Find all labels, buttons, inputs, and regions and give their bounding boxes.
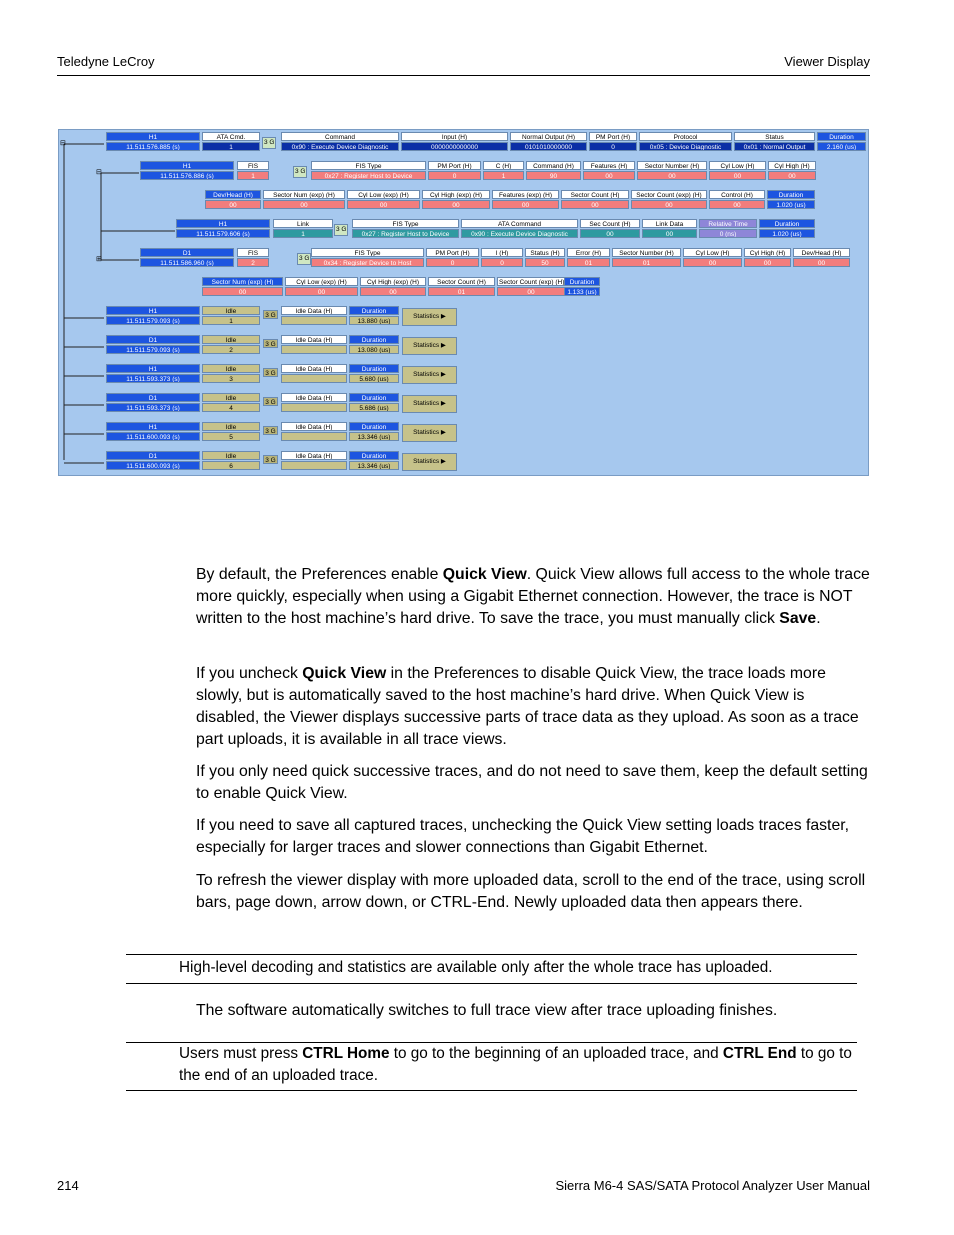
trace-cell-value[interactable]: 0x27 : Register Host to Device <box>352 229 459 238</box>
idle-number[interactable]: 4 <box>202 403 260 412</box>
statistics-button[interactable]: Statistics ▶ <box>402 395 457 413</box>
running-header-right: Viewer Display <box>784 54 870 69</box>
paragraph-3: If you only need quick successive traces, and do not need to save them, keep the default setting to enable Quick View. <box>196 763 868 802</box>
collapse-icon[interactable]: ⊟ <box>96 169 102 176</box>
duration-value[interactable]: 13.080 (us) <box>349 345 399 354</box>
ctrl-end-term: CTRL End <box>722 1045 797 1062</box>
trace-cell-value[interactable]: 0x01 : Normal Output <box>734 142 815 151</box>
trace-cell-label: H1 <box>106 132 200 141</box>
trace-cell-value[interactable]: 1 <box>483 171 524 180</box>
speed-badge: 3 G <box>263 397 278 406</box>
trace-cell-value[interactable]: 0x34 : Register Device to Host <box>311 258 424 267</box>
trace-cell-label: FIS Type <box>311 248 424 257</box>
trace-cell-label: Cyl Low (H) <box>683 248 742 257</box>
trace-cell-label: Sector Num (exp) (H) <box>202 277 283 286</box>
trace-cell-label: Sector Num (exp) (H) <box>263 190 345 199</box>
trace-view-screenshot <box>58 129 869 476</box>
idle-port-label: D1 <box>106 393 200 402</box>
trace-cell-label: Features (H) <box>583 161 635 170</box>
trace-cell-label: Dev/Head (H) <box>793 248 850 257</box>
quick-view-term: Quick View <box>302 665 387 682</box>
trace-cell-value[interactable]: 00 <box>709 171 766 180</box>
idle-port-label: D1 <box>106 335 200 344</box>
trace-cell-label: Duration <box>767 190 815 199</box>
trace-cell-value[interactable]: 00 <box>285 287 358 296</box>
statistics-button[interactable]: Statistics ▶ <box>402 366 457 384</box>
idle-timestamp[interactable]: 11.511.593.373 (s) <box>106 374 200 383</box>
idle-data-label: Idle Data (H) <box>281 393 347 402</box>
trace-cell-label: Cyl High (H) <box>768 161 816 170</box>
trace-cell-label: Duration <box>759 219 815 228</box>
statistics-button[interactable]: Statistics ▶ <box>402 337 457 355</box>
idle-number[interactable]: 5 <box>202 432 260 441</box>
speed-badge: 3 G <box>262 137 276 149</box>
paragraph-2: If you uncheck Quick View in the Preferences to disable Quick View, the trace loads more slowly, but is automatically saved to the host machine’s hard drive. When Quick View is disabled, the Viewer displays successive parts of trace data as they upload. As soon as a trace part uploads, it is available in all trace views. <box>196 665 859 748</box>
quick-view-term: Quick View <box>442 566 527 583</box>
speed-badge: 3 G <box>263 455 278 464</box>
speed-badge: 3 G <box>263 368 278 377</box>
speed-badge: 3 G <box>334 224 348 236</box>
idle-data-label: Idle Data (H) <box>281 422 347 431</box>
trace-cell-label: I (H) <box>481 248 523 257</box>
trace-cell-label: PM Port (H) <box>426 248 479 257</box>
trace-cell-value[interactable]: 00 <box>642 229 697 238</box>
duration-label: Duration <box>349 393 399 402</box>
idle-data-label: Idle Data (H) <box>281 364 347 373</box>
trace-cell-label: Cyl Low (exp) (H) <box>285 277 358 286</box>
statistics-button[interactable]: Statistics ▶ <box>402 308 457 326</box>
trace-cell-value[interactable]: 0 <box>426 258 479 267</box>
trace-cell-label: Relative Time <box>699 219 757 228</box>
paragraph-4: If you need to save all captured traces, unchecking the Quick View setting loads traces faster, especially for larger traces and slower connections than Gigabit Ethernet. <box>196 817 850 856</box>
trace-cell-value[interactable]: 0 <box>481 258 523 267</box>
trace-cell-label: H1 <box>176 219 270 228</box>
trace-cell-value[interactable]: 11.511.586.960 (s) <box>140 258 234 267</box>
speed-badge: 3 G <box>263 339 278 348</box>
trace-cell-label: FIS Type <box>352 219 459 228</box>
trace-cell-value[interactable]: 00 <box>709 200 765 209</box>
trace-cell-label: PM Port (H) <box>428 161 481 170</box>
statistics-button[interactable]: Statistics ▶ <box>402 424 457 442</box>
trace-cell-value[interactable]: 11.511.576.885 (s) <box>106 142 200 151</box>
idle-label: Idle <box>202 451 260 460</box>
trace-cell-value[interactable]: 00 <box>492 200 559 209</box>
idle-data-label: Idle Data (H) <box>281 335 347 344</box>
trace-cell-label: Error (H) <box>567 248 610 257</box>
trace-cell-label: Sector Count (exp) (H) <box>499 279 565 286</box>
trace-cell-value[interactable]: 00 <box>202 287 283 296</box>
idle-label: Idle <box>202 393 260 402</box>
trace-cell-value[interactable]: 2 <box>237 258 269 267</box>
trace-cell-value[interactable]: 0 <box>428 171 481 180</box>
trace-cell-value[interactable]: 00 <box>360 287 426 296</box>
trace-cell-value[interactable]: 0 <box>589 142 637 151</box>
trace-cell-value[interactable]: 01 <box>428 287 495 296</box>
trace-cell-value[interactable]: 1 <box>237 171 269 180</box>
trace-cell-label: Cyl High (H) <box>744 248 791 257</box>
trace-cell-label: D1 <box>140 248 234 257</box>
idle-data-label: Idle Data (H) <box>281 451 347 460</box>
duration-label: Duration <box>349 451 399 460</box>
trace-cell-value[interactable]: 90 <box>526 171 581 180</box>
duration-value[interactable]: 13.346 (us) <box>349 432 399 441</box>
trace-cell-label: Sector Number (H) <box>637 161 707 170</box>
duration-label: Duration <box>349 422 399 431</box>
trace-cell-label: PM Port (H) <box>589 132 637 141</box>
trace-cell-value[interactable]: 00 <box>561 200 629 209</box>
trace-cell-value[interactable]: 00 <box>631 200 707 209</box>
trace-cell-label: C (H) <box>483 161 524 170</box>
trace-cell-label: Cyl High (exp) (H) <box>422 190 490 199</box>
tree-connectors <box>59 130 869 476</box>
trace-cell-value[interactable]: 00 <box>347 200 420 209</box>
duration-label: Duration <box>349 306 399 315</box>
trace-cell-value[interactable]: 2.160 (us) <box>817 142 866 151</box>
idle-timestamp[interactable]: 11.511.600.093 (s) <box>106 432 200 441</box>
ctrl-home-term: CTRL Home <box>302 1045 390 1062</box>
trace-cell-label: Command <box>281 132 399 141</box>
trace-cell-label: FIS Type <box>311 161 426 170</box>
trace-cell-label: Cyl Low (exp) (H) <box>347 190 420 199</box>
trace-cell-value[interactable]: 1 <box>202 142 260 151</box>
duration-value[interactable]: 13.880 (us) <box>349 316 399 325</box>
trace-cell-label: Control (H) <box>709 190 765 199</box>
idle-number[interactable]: 6 <box>202 461 260 470</box>
collapse-icon[interactable]: ⊟ <box>60 140 66 147</box>
trace-cell-label: Status <box>734 132 815 141</box>
trace-cell-value[interactable]: 00 <box>422 200 490 209</box>
trace-cell-value[interactable]: 1.020 (us) <box>767 200 815 209</box>
trace-cell-label: Duration <box>817 132 866 141</box>
expand-icon[interactable]: ⊞ <box>96 256 102 263</box>
duration-value[interactable]: 5.680 (us) <box>349 374 399 383</box>
trace-cell-label: ATA Cmd. <box>202 132 260 141</box>
trace-cell-label: Duration <box>564 277 600 286</box>
duration-value[interactable]: 13.346 (us) <box>349 461 399 470</box>
paragraph-6: The software automatically switches to full trace view after trace uploading finishes. <box>196 1002 778 1019</box>
trace-cell-label: Cyl High (exp) (H) <box>360 277 426 286</box>
idle-timestamp[interactable]: 11.511.593.373 (s) <box>106 403 200 412</box>
note-2: Users must press CTRL Home to go to the beginning of an uploaded trace, and CTRL End to go to the end of an uploaded trace. <box>179 1045 852 1084</box>
trace-cell-value[interactable]: 11.511.579.606 (s) <box>176 229 270 238</box>
speed-badge: 3 G <box>263 310 278 319</box>
trace-cell-label: Command (H) <box>526 161 581 170</box>
trace-cell-value[interactable]: 00 <box>205 200 261 209</box>
note-rule-bottom <box>126 983 857 984</box>
idle-label: Idle <box>202 335 260 344</box>
trace-cell-value[interactable]: 1 <box>273 229 333 238</box>
trace-cell-label: Sector Number (H) <box>612 248 681 257</box>
trace-cell-value[interactable]: 0x05 : Device Diagnostic <box>639 142 732 151</box>
trace-cell-label: Link <box>273 219 333 228</box>
trace-cell-value[interactable]: 00 <box>580 229 640 238</box>
idle-port-label: D1 <box>106 451 200 460</box>
paragraph-5: To refresh the viewer display with more uploaded data, scroll to the end of the trace, using scroll bars, page down, arrow down, or CTRL-End. Newly uploaded data then appears there. <box>196 872 866 911</box>
note-rule-bottom <box>126 1090 857 1091</box>
speed-badge: 3 G <box>293 166 307 178</box>
trace-cell-label: Dev/Head (H) <box>205 190 261 199</box>
trace-cell-label: Sec Count (H) <box>580 219 640 228</box>
trace-cell-value[interactable]: 0x90 : Execute Device Diagnostic <box>461 229 578 238</box>
idle-number[interactable]: 1 <box>202 316 260 325</box>
duration-label: Duration <box>349 335 399 344</box>
idle-label: Idle <box>202 364 260 373</box>
trace-cell-label: ATA Command <box>461 219 578 228</box>
speed-badge: 3 G <box>263 426 278 435</box>
note-rule-top <box>126 954 857 955</box>
duration-label: Duration <box>349 364 399 373</box>
trace-cell-value[interactable]: 1.020 (us) <box>759 229 815 238</box>
trace-cell-value[interactable]: 0000000000000 <box>401 142 508 151</box>
idle-timestamp[interactable]: 11.511.579.093 (s) <box>106 345 200 354</box>
trace-cell-label: H1 <box>140 161 234 170</box>
trace-cell-value[interactable]: 0101010000000 <box>510 142 587 151</box>
trace-cell-value[interactable]: 0x27 : Register Host to Device <box>311 171 426 180</box>
idle-number[interactable]: 2 <box>202 345 260 354</box>
idle-label: Idle <box>202 306 260 315</box>
idle-data-label: Idle Data (H) <box>281 306 347 315</box>
trace-cell-value[interactable]: 00 <box>583 171 635 180</box>
trace-cell-label: FIS <box>237 248 269 257</box>
trace-cell-value[interactable]: 01 <box>612 258 681 267</box>
duration-value[interactable]: 5.686 (us) <box>349 403 399 412</box>
statistics-button[interactable]: Statistics ▶ <box>402 453 457 471</box>
trace-cell-label: FIS <box>237 161 269 170</box>
idle-timestamp[interactable]: 11.511.579.093 (s) <box>106 316 200 325</box>
trace-cell-label: Sector Count (H) <box>428 277 495 286</box>
idle-timestamp[interactable]: 11.511.600.093 (s) <box>106 461 200 470</box>
trace-cell-label: Link Data <box>642 219 697 228</box>
running-header-left: Teledyne LeCroy <box>57 54 155 69</box>
idle-port-label: H1 <box>106 306 200 315</box>
save-term: Save <box>779 610 817 627</box>
manual-title: Sierra M6-4 SAS/SATA Protocol Analyzer User Manual <box>555 1178 870 1193</box>
speed-badge: 3 G <box>297 253 311 265</box>
header-rule <box>57 75 870 76</box>
trace-cell-label: Status (H) <box>525 248 565 257</box>
trace-cell-value[interactable]: 01 <box>567 258 610 267</box>
trace-cell-value[interactable]: 00 <box>637 171 707 180</box>
trace-cell-value[interactable]: 00 <box>683 258 742 267</box>
trace-cell-label: Protocol <box>639 132 732 141</box>
page-number: 214 <box>57 1178 79 1193</box>
idle-port-label: H1 <box>106 422 200 431</box>
trace-cell-value[interactable]: 00 <box>768 171 816 180</box>
trace-cell-label: Input (H) <box>401 132 508 141</box>
idle-port-label: H1 <box>106 364 200 373</box>
trace-cell-value[interactable]: 00 <box>263 200 345 209</box>
trace-cell-label: Sector Count (H) <box>561 190 629 199</box>
idle-number[interactable]: 3 <box>202 374 260 383</box>
trace-cell-value[interactable]: 11.511.576.886 (s) <box>140 171 234 180</box>
trace-cell-label: Cyl Low (H) <box>709 161 766 170</box>
paragraph-1: By default, the Preferences enable Quick View. Quick View allows full access to the whole trace more quickly, especially when using a Gigabit Ethernet connection. However, the trace is NOT written to the host machine’s hard drive. To save the trace, you must manually click Save. <box>196 566 870 627</box>
trace-cell-value[interactable]: 0 (ns) <box>699 229 757 238</box>
trace-cell-label: Normal Output (H) <box>510 132 587 141</box>
trace-cell-value[interactable]: 50 <box>525 258 565 267</box>
note-1: High-level decoding and statistics are available only after the whole trace has uploaded. <box>179 959 773 976</box>
trace-cell-value[interactable]: 1.133 (us) <box>564 287 600 296</box>
trace-cell-value[interactable]: 00 <box>793 258 850 267</box>
trace-cell-value[interactable]: 00 <box>497 287 565 296</box>
trace-cell-label: Features (exp) (H) <box>492 190 559 199</box>
trace-cell-value[interactable]: 00 <box>744 258 791 267</box>
trace-cell-value[interactable]: 0x90 : Execute Device Diagnostic <box>281 142 399 151</box>
idle-label: Idle <box>202 422 260 431</box>
trace-cell-label: Sector Count (exp) (H) <box>631 190 707 199</box>
